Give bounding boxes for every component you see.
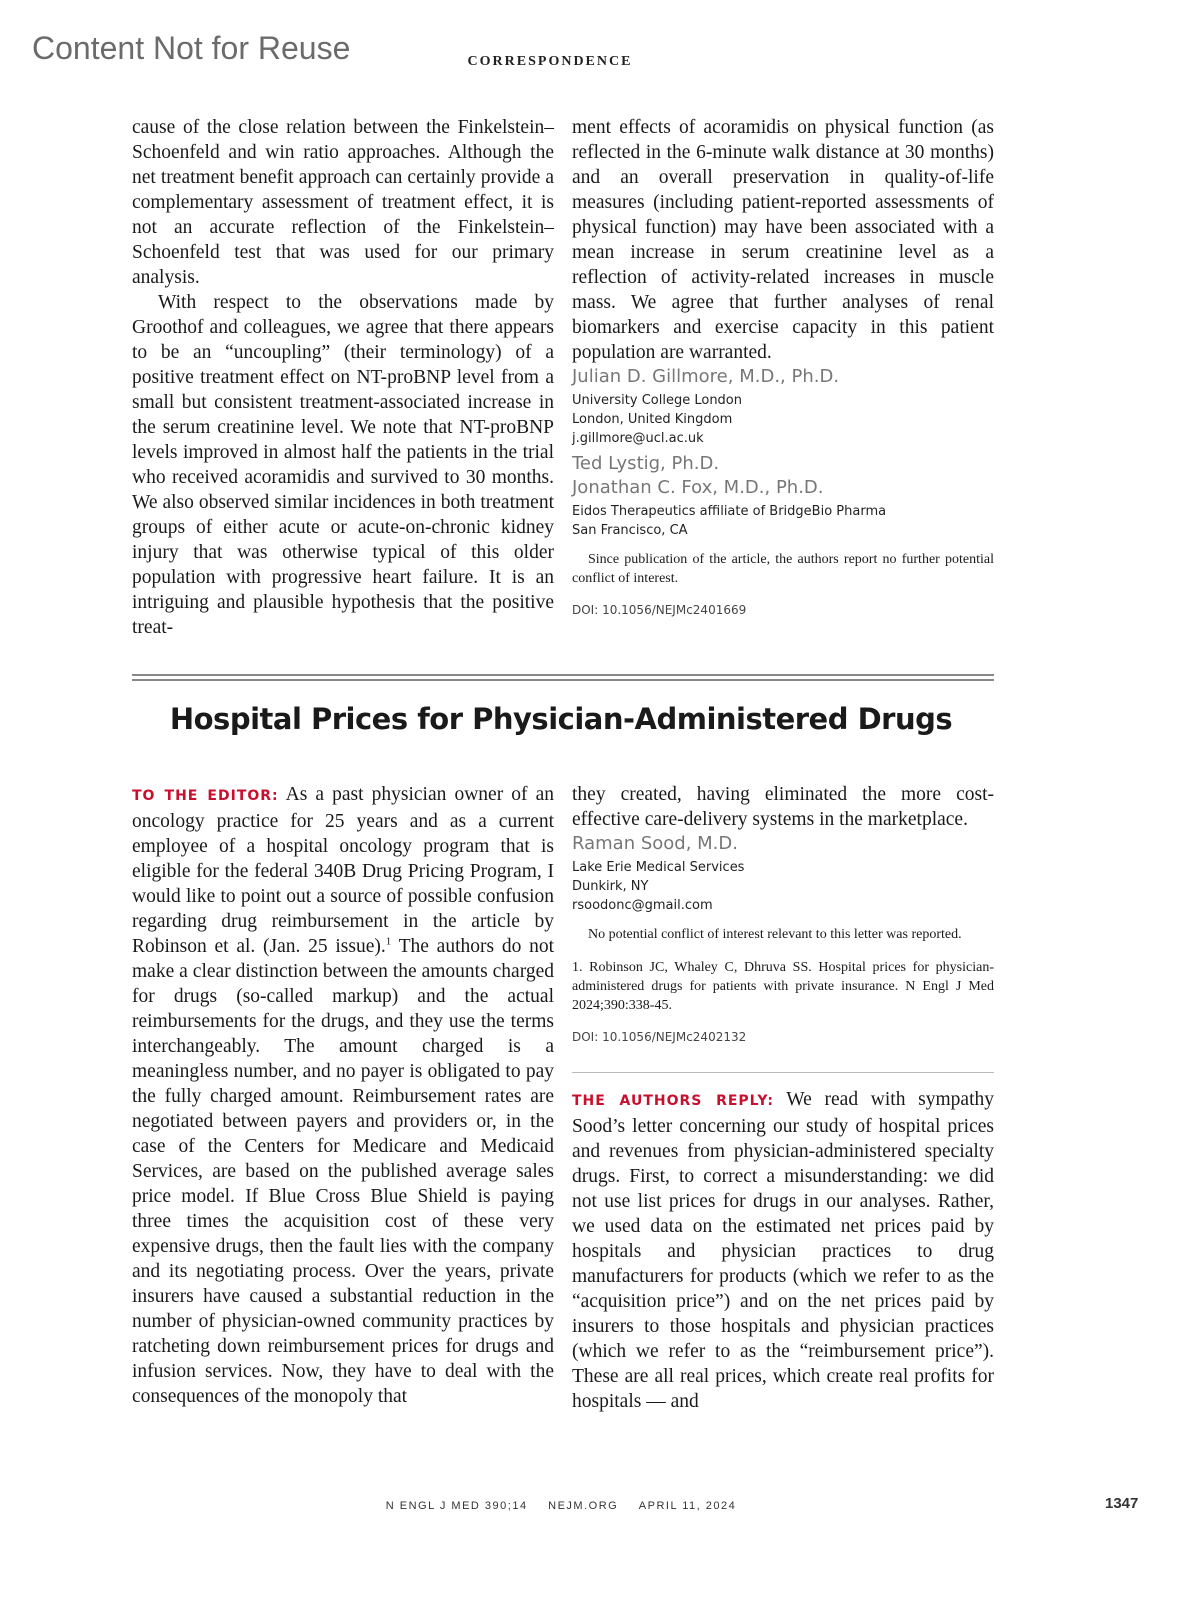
doi: DOI: 10.1056/NEJMc2401669 xyxy=(572,603,747,617)
section-divider xyxy=(132,674,994,681)
page-footer xyxy=(0,1500,1122,1512)
letter-text: The authors do not make a clear distinction between the amounts charged for drugs (so-called markup) and the actual reimbursements for the drugs, and they use the terms interchangeably. The amount charged is a meaningless number, and no payer is obligated to pay the fully charged amount. Reimbursement rates are negotiated between payers and providers or, in the case of the Centers for Medicare and Medicaid Services, are based on the published average sales price model. If Blue Cross Blue Shield is paying three times the acquisition cost of these very expensive drugs, then the fault lies with the company and its negotiating process. Over the years, private insurers have caused a substantial reduction in the number of physician-owned community practices by ratcheting down reimbursement prices for drugs and infusion services. Now, they have to deal with the consequences of the monopoly that xyxy=(132,936,554,1407)
divider xyxy=(572,1072,994,1073)
author-name: Ted Lystig, Ph.D. xyxy=(572,453,720,474)
footer-date: APRIL 11, 2024 xyxy=(638,1500,737,1512)
to-the-editor-label: TO THE EDITOR: xyxy=(132,788,279,804)
prior-letter-right-column xyxy=(572,115,994,623)
watermark: Content Not for Reuse xyxy=(32,30,351,66)
affiliation-line: Eidos Therapeutics affiliate of BridgeBio Pharma xyxy=(572,504,887,519)
author-affiliation xyxy=(572,391,994,448)
author-email: rsoodonc@gmail.com xyxy=(572,898,713,913)
article-title: Hospital Prices for Physician-Administered Drugs xyxy=(169,702,953,736)
affiliation-line: Dunkirk, NY xyxy=(572,879,649,894)
disclosure-note: No potential conflict of interest relevant to this letter was reported. xyxy=(588,927,962,942)
letter-right-column xyxy=(572,782,994,1414)
affiliation-line: London, United Kingdom xyxy=(572,412,733,427)
affiliation-line: University College London xyxy=(572,393,742,408)
author-affiliation xyxy=(572,858,994,915)
affiliation-line: San Francisco, CA xyxy=(572,523,688,538)
author-email: j.gillmore@ucl.ac.uk xyxy=(572,431,704,446)
reply-paragraph xyxy=(572,1087,994,1414)
paragraph: cause of the close relation between the Finkelstein–Schoenfeld and win ratio approaches. Although the net treatment benefit approach can certainly provide a complementary assessment of treatment effect, it is not an accurate reflection of the Finkelstein–Schoenfeld test that was used for our primary analysis. xyxy=(132,117,554,288)
reference-marker: 1 xyxy=(385,935,392,948)
paragraph: ment effects of acoramidis on physical function (as reflected in the 6-minute walk distance at 30 months) and an overall preservation in quality-of-life measures (including patient-reported assessments of physical function) may have been associated with a mean increase in serum creatinine level as a reflection of activity-related increases in muscle mass. We agree that further analyses of renal biomarkers and exercise capacity in this patient population are warranted. xyxy=(572,117,994,363)
doi: DOI: 10.1056/NEJMc2402132 xyxy=(572,1030,747,1044)
reply-text: We read with sympathy Sood’s letter concerning our study of hospital prices and revenues from physician-administered specialty drugs. First, to correct a misunderstanding: we did not use list prices for drugs in our analyses. Rather, we used data on the estimated net prices paid by hospitals and physician practices to drug manufacturers for products (which we refer to as the “acquisition price”) and on the net prices paid by insurers to those hospitals and physician practices (which we refer to as the “reimbursement price”). These are all real prices, which create real profits for hospitals — and xyxy=(572,1089,994,1412)
letter-text: As a past physician owner of an oncology practice for 25 years and as a current employee of a hospital oncology program that is eligible for the federal 340B Drug Pricing Program, I would like to point out a source of possible confusion regarding drug reimbursement in the article by Robinson et al. (Jan. 25 issue). xyxy=(132,784,554,957)
author-name: Jonathan C. Fox, M.D., Ph.D. xyxy=(572,477,824,498)
author-name: Julian D. Gillmore, M.D., Ph.D. xyxy=(572,366,840,387)
letter-paragraph: they created, having eliminated the more cost-effective care-delivery systems in the marketplace. xyxy=(572,784,994,830)
letter-paragraph xyxy=(132,782,554,1409)
prior-letter-left-column xyxy=(132,115,554,640)
letter-left-column xyxy=(132,782,554,1409)
section-label: CORRESPONDENCE xyxy=(467,54,633,69)
paragraph: With respect to the observations made by Groothof and colleagues, we agree that there appears to be an “uncoupling” (their terminology) of a positive treatment effect on NT-proBNP level from a small but consistent treatment-associated increase in the serum creatinine level. We note that NT-proBNP levels improved in almost half the patients in the trial who received acoramidis and survived to 30 months. We also observed similar incidences in both treatment groups of either acute or acute-on-chronic kidney injury that was otherwise typical of this older population with progressive heart failure. It is an intriguing and plausible hypothesis that the positive treat- xyxy=(132,292,554,638)
authors-reply-label: THE AUTHORS REPLY: xyxy=(572,1093,774,1109)
author-name: Raman Sood, M.D. xyxy=(572,833,738,854)
author-affiliation xyxy=(572,502,994,540)
page-number: 1347 xyxy=(1105,1495,1139,1512)
disclosure-note: Since publication of the article, the authors report no further potential conflict of interest. xyxy=(572,552,994,586)
footer-journal: N ENGL J MED 390;14 xyxy=(385,1500,528,1512)
reference-entry: 1. Robinson JC, Whaley C, Dhruva SS. Hospital prices for physician-administered drugs for patients with private insurance. N Engl J Med 2024;390:338-45. xyxy=(572,960,994,1013)
footer-site: NEJM.ORG xyxy=(548,1500,619,1512)
affiliation-line: Lake Erie Medical Services xyxy=(572,860,745,875)
